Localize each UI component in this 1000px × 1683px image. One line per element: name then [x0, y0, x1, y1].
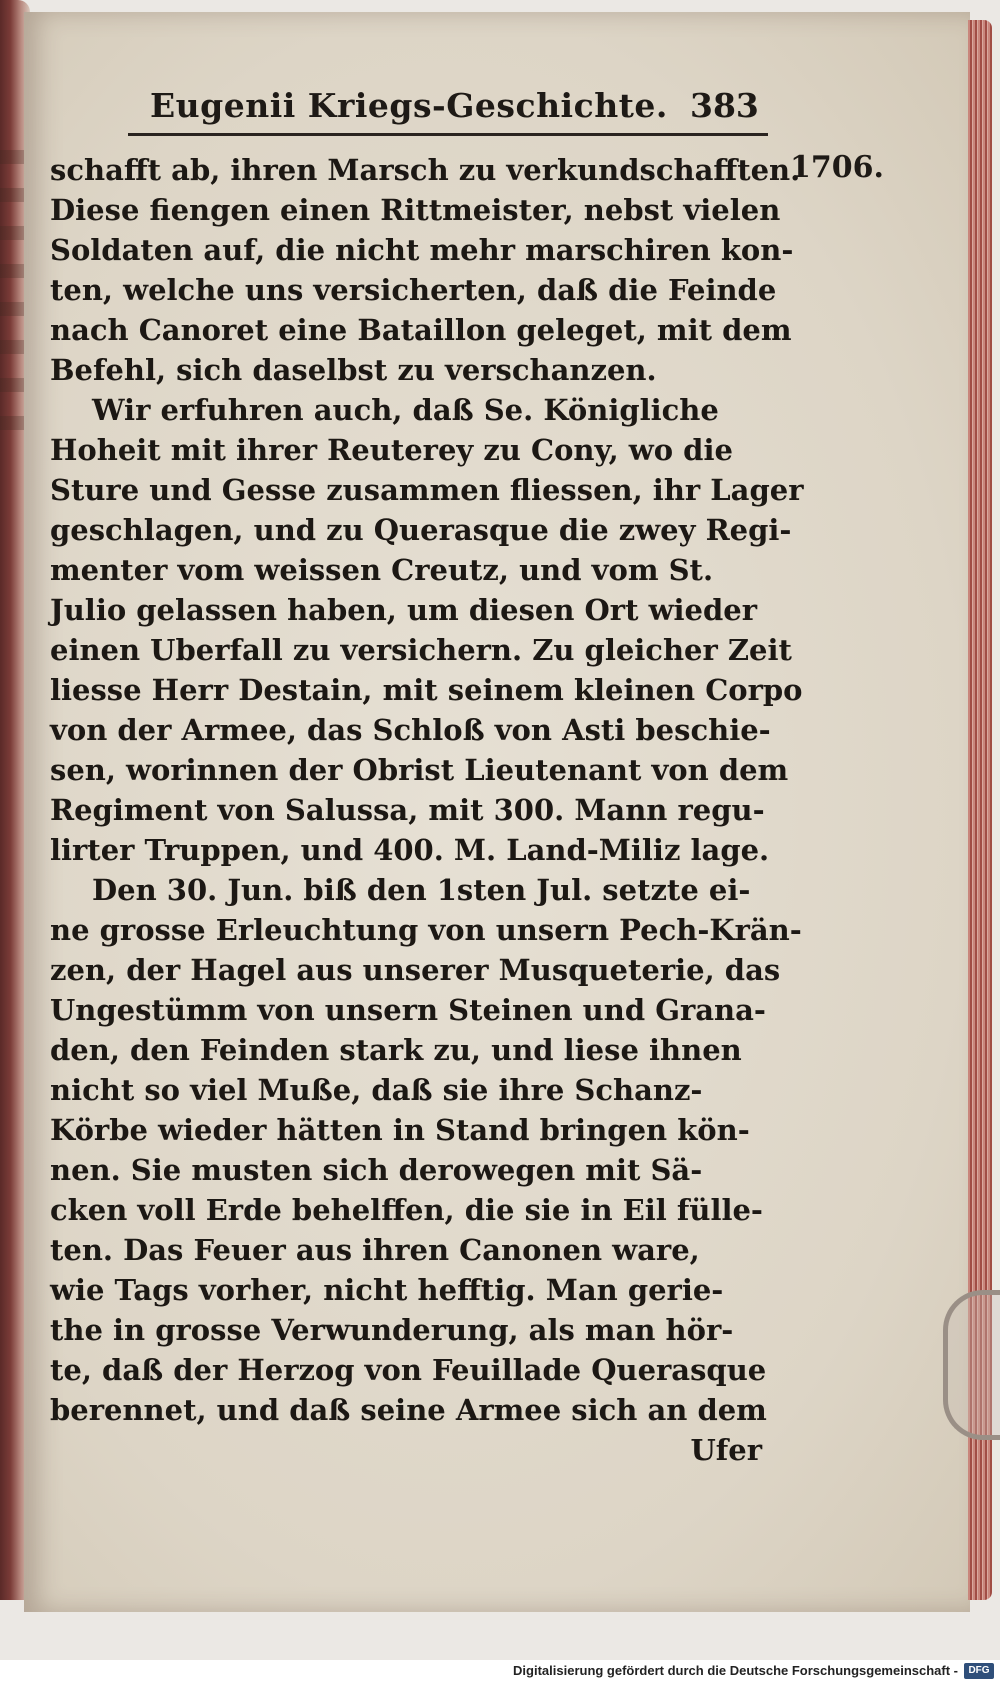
text-line: Ungestümm von unsern Steinen und Grana-: [50, 993, 766, 1027]
text-line: zen, der Hagel aus unserer Musqueterie, das: [50, 953, 781, 987]
text-line: Wir erfuhren auch, daß Se. Königliche: [92, 393, 719, 427]
header-rule: [128, 133, 768, 136]
text-line: Julio gelassen haben, um diesen Ort wieder: [50, 593, 758, 627]
text-line: schafft ab, ihren Marsch zu verkundschafften.: [50, 153, 801, 187]
catchword: Ufer: [690, 1433, 762, 1467]
text-line: the in grosse Verwunderung, als man hör-: [50, 1313, 734, 1347]
text-line: liesse Herr Destain, mit seinem kleinen Corpo: [50, 673, 803, 707]
text-line: nen. Sie musten sich derowegen mit Sä-: [50, 1153, 703, 1187]
text-line: Körbe wieder hätten in Stand bringen kön-: [50, 1113, 750, 1147]
text-line: berennet, und daß seine Armee sich an dem: [50, 1393, 767, 1427]
text-line: ten, welche uns versicherten, daß die Feinde: [50, 273, 777, 307]
text-line: lirter Truppen, und 400. M. Land-Miliz lage.: [50, 833, 770, 867]
text-line: ten. Das Feuer aus ihren Canonen ware,: [50, 1233, 700, 1267]
funding-credit: Digitalisierung gefördert durch die Deutsche Forschungsgemeinschaft -: [513, 1663, 958, 1678]
text-line: geschlagen, und zu Querasque die zwey Regi-: [50, 513, 792, 547]
page-header: [150, 80, 770, 136]
text-line: menter vom weissen Creutz, und vom St.: [50, 553, 714, 587]
text-line: von der Armee, das Schloß von Asti beschie-: [50, 713, 771, 747]
dfg-logo-icon: DFG: [964, 1663, 994, 1679]
text-line: Den 30. Jun. biß den 1sten Jul. setzte ei-: [92, 873, 751, 907]
text-line: einen Uberfall zu versichern. Zu gleicher Zeit: [50, 633, 792, 667]
text-line: Hoheit mit ihrer Reuterey zu Cony, wo die: [50, 433, 733, 467]
text-line: Soldaten auf, die nicht mehr marschiren kon-: [50, 233, 794, 267]
text-line: den, den Feinden stark zu, und liese ihnen: [50, 1033, 742, 1067]
text-line: Regiment von Salussa, mit 300. Mann regu-: [50, 793, 765, 827]
margin-year-note: 1706.: [790, 150, 884, 185]
text-line: Befehl, sich daselbst zu verschanzen.: [50, 353, 657, 387]
text-line: Sture und Gesse zusammen fliessen, ihr Lager: [50, 473, 804, 507]
page-number: 383: [690, 86, 759, 125]
footer-bar: [0, 1660, 1000, 1683]
text-line: sen, worinnen der Obrist Lieutenant von dem: [50, 753, 789, 787]
text-line: cken voll Erde behelffen, die sie in Eil fülle-: [50, 1193, 763, 1227]
running-title: Eugenii Kriegs-Geschichte.: [150, 86, 668, 125]
text-line: ne grosse Erleuchtung von unsern Pech-Krän-: [50, 913, 802, 947]
text-line: Diese fiengen einen Rittmeister, nebst vielen: [50, 193, 781, 227]
text-line: nach Canoret eine Bataillon geleget, mit dem: [50, 313, 792, 347]
body-text: [50, 150, 804, 1470]
text-line: te, daß der Herzog von Feuillade Querasque: [50, 1353, 767, 1387]
page-clip: [943, 1290, 1000, 1440]
text-line: wie Tags vorher, nicht hefftig. Man gerie-: [50, 1273, 724, 1307]
text-line: nicht so viel Muße, daß sie ihre Schanz-: [50, 1073, 703, 1107]
